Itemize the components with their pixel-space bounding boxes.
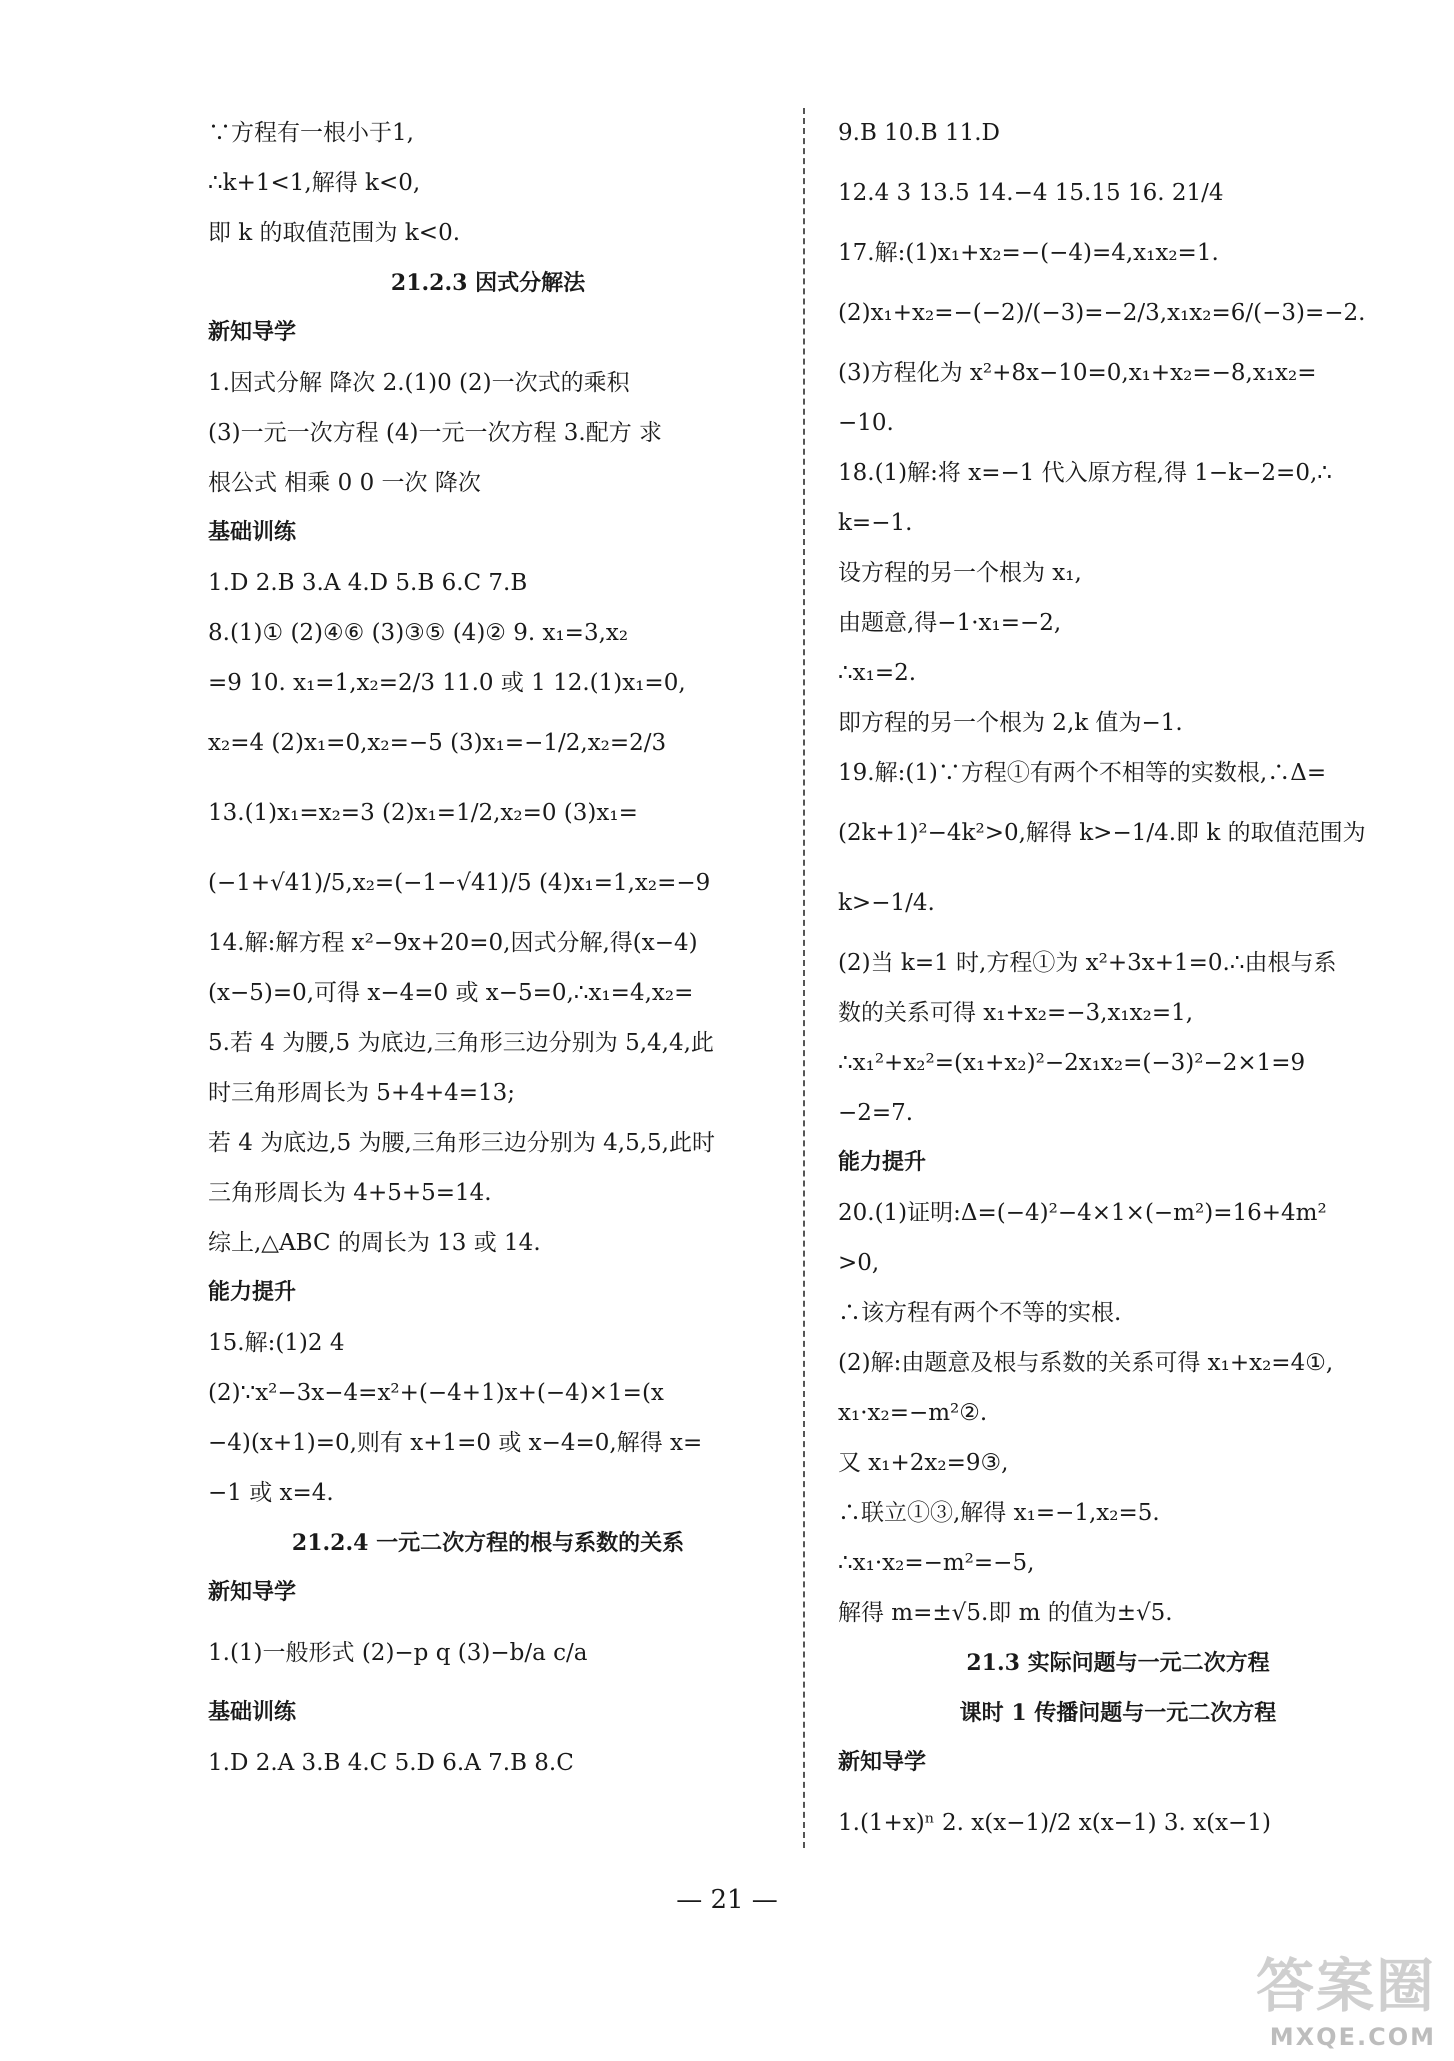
text-line: 三角形周长为 4+5+5=14. <box>208 1180 492 1206</box>
section-heading: 能力提升 <box>208 1280 297 1305</box>
text-line: 即 k 的取值范围为 k<0. <box>208 220 461 246</box>
text-line: −2=7. <box>838 1100 914 1126</box>
text-line: 即方程的另一个根为 2,k 值为−1. <box>838 710 1183 736</box>
text-line: 解得 m=±√5.即 m 的值为±√5. <box>838 1600 1173 1626</box>
text-line: (3)一元一次方程 (4)一元一次方程 3.配方 求 <box>208 420 663 446</box>
watermark-url: MXQE.COM <box>1269 2023 1436 2051</box>
text-line: 15.解:(1)2 4 <box>208 1330 345 1356</box>
section-heading: 基础训练 <box>208 520 297 545</box>
section-title: 21.2.3 因式分解法 <box>390 270 586 296</box>
text-line: k>−1/4. <box>838 890 935 916</box>
section-heading: 基础训练 <box>208 1700 297 1725</box>
text-line: 1.D 2.B 3.A 4.D 5.B 6.C 7.B <box>208 570 528 596</box>
section-heading: 新知导学 <box>208 1580 297 1605</box>
text-line: 1.(1+x)ⁿ 2. x(x−1)/2 x(x−1) 3. x(x−1) <box>838 1810 1271 1836</box>
text-line: −1 或 x=4. <box>208 1480 334 1506</box>
section-title: 21.2.4 一元二次方程的根与系数的关系 <box>291 1530 685 1556</box>
right-lines <box>838 108 1398 1858</box>
text-line: 19.解:(1)∵方程①有两个不相等的实数根,∴Δ= <box>838 760 1327 786</box>
text-line: =9 10. x₁=1,x₂=2/3 11.0 或 1 12.(1)x₁=0, <box>208 670 686 696</box>
text-line: (2)∵x²−3x−4=x²+(−4+1)x+(−4)×1=(x <box>208 1380 664 1406</box>
text-line: k=−1. <box>838 510 913 536</box>
text-line: 设方程的另一个根为 x₁, <box>838 560 1082 586</box>
watermark-logo-text: 答案圈 <box>1255 1952 1436 2020</box>
text-line: >0, <box>838 1250 880 1276</box>
text-line: ∵方程有一根小于1, <box>208 120 414 146</box>
text-line: −4)(x+1)=0,则有 x+1=0 或 x−4=0,解得 x= <box>208 1430 703 1456</box>
section-heading: 新知导学 <box>208 320 297 345</box>
section-heading: 新知导学 <box>838 1750 927 1775</box>
watermark-logo <box>1206 1939 1436 2049</box>
text-line: (x−5)=0,可得 x−4=0 或 x−5=0,∴x₁=4,x₂= <box>208 980 694 1006</box>
left-column <box>208 108 768 1788</box>
right-column <box>838 108 1398 1858</box>
text-line: 1.因式分解 降次 2.(1)0 (2)一次式的乘积 <box>208 370 630 396</box>
text-line: 5.若 4 为腰,5 为底边,三角形三边分别为 5,4,4,此 <box>208 1030 714 1056</box>
section-heading: 能力提升 <box>838 1150 927 1175</box>
text-line: x₂=4 (2)x₁=0,x₂=−5 (3)x₁=−1/2,x₂=2/3 <box>208 730 667 756</box>
text-line: (−1+√41)/5,x₂=(−1−√41)/5 (4)x₁=1,x₂=−9 <box>208 870 711 896</box>
text-line: ∴该方程有两个不等的实根. <box>838 1300 1122 1326</box>
text-line: 1.D 2.A 3.B 4.C 5.D 6.A 7.B 8.C <box>208 1750 574 1776</box>
text-line: 14.解:解方程 x²−9x+20=0,因式分解,得(x−4) <box>208 930 698 956</box>
text-line: ∴k+1<1,解得 k<0, <box>208 170 421 196</box>
text-line: (2)x₁+x₂=−(−2)/(−3)=−2/3,x₁x₂=6/(−3)=−2. <box>838 300 1366 326</box>
text-line: (2k+1)²−4k²>0,解得 k>−1/4.即 k 的取值范围为 <box>838 820 1366 846</box>
text-line: ∴x₁²+x₂²=(x₁+x₂)²−2x₁x₂=(−3)²−2×1=9 <box>838 1050 1306 1076</box>
section-title: 21.3 实际问题与一元二次方程 <box>966 1650 1270 1676</box>
text-line: 若 4 为底边,5 为腰,三角形三边分别为 4,5,5,此时 <box>208 1130 715 1156</box>
text-line: 时三角形周长为 5+4+4=13; <box>208 1080 516 1106</box>
text-line: 数的关系可得 x₁+x₂=−3,x₁x₂=1, <box>838 1000 1194 1026</box>
page-number: — 21 — <box>676 1885 778 1915</box>
text-line: ∴x₁=2. <box>838 660 917 686</box>
text-line: 综上,△ABC 的周长为 13 或 14. <box>208 1230 541 1256</box>
column-divider <box>803 108 805 1848</box>
text-line: 13.(1)x₁=x₂=3 (2)x₁=1/2,x₂=0 (3)x₁= <box>208 800 638 826</box>
text-line: ∴联立①③,解得 x₁=−1,x₂=5. <box>838 1500 1160 1526</box>
text-line: −10. <box>838 410 894 436</box>
text-line: 又 x₁+2x₂=9③, <box>838 1450 1009 1476</box>
text-line: (2)当 k=1 时,方程①为 x²+3x+1=0.∴由根与系 <box>838 950 1337 976</box>
text-line: ∴x₁·x₂=−m²=−5, <box>838 1550 1035 1576</box>
text-line: 12.4 3 13.5 14.−4 15.15 16. 21/4 <box>838 180 1224 206</box>
text-line: 17.解:(1)x₁+x₂=−(−4)=4,x₁x₂=1. <box>838 240 1219 266</box>
text-line: 1.(1)一般形式 (2)−p q (3)−b/a c/a <box>208 1640 588 1666</box>
text-line: 9.B 10.B 11.D <box>838 120 1000 146</box>
left-lines <box>208 108 768 1788</box>
text-line: (3)方程化为 x²+8x−10=0,x₁+x₂=−8,x₁x₂= <box>838 360 1317 386</box>
section-title: 课时 1 传播问题与一元二次方程 <box>959 1700 1277 1726</box>
text-line: 根公式 相乘 0 0 一次 降次 <box>208 470 481 496</box>
text-line: x₁·x₂=−m²②. <box>838 1400 988 1426</box>
text-line: 由题意,得−1·x₁=−2, <box>838 610 1062 636</box>
text-line: 18.(1)解:将 x=−1 代入原方程,得 1−k−2=0,∴ <box>838 460 1332 486</box>
text-line: 8.(1)① (2)④⑥ (3)③⑤ (4)② 9. x₁=3,x₂ <box>208 620 629 646</box>
text-line: (2)解:由题意及根与系数的关系可得 x₁+x₂=4①, <box>838 1350 1334 1376</box>
text-line: 20.(1)证明:Δ=(−4)²−4×1×(−m²)=16+4m² <box>838 1200 1327 1226</box>
